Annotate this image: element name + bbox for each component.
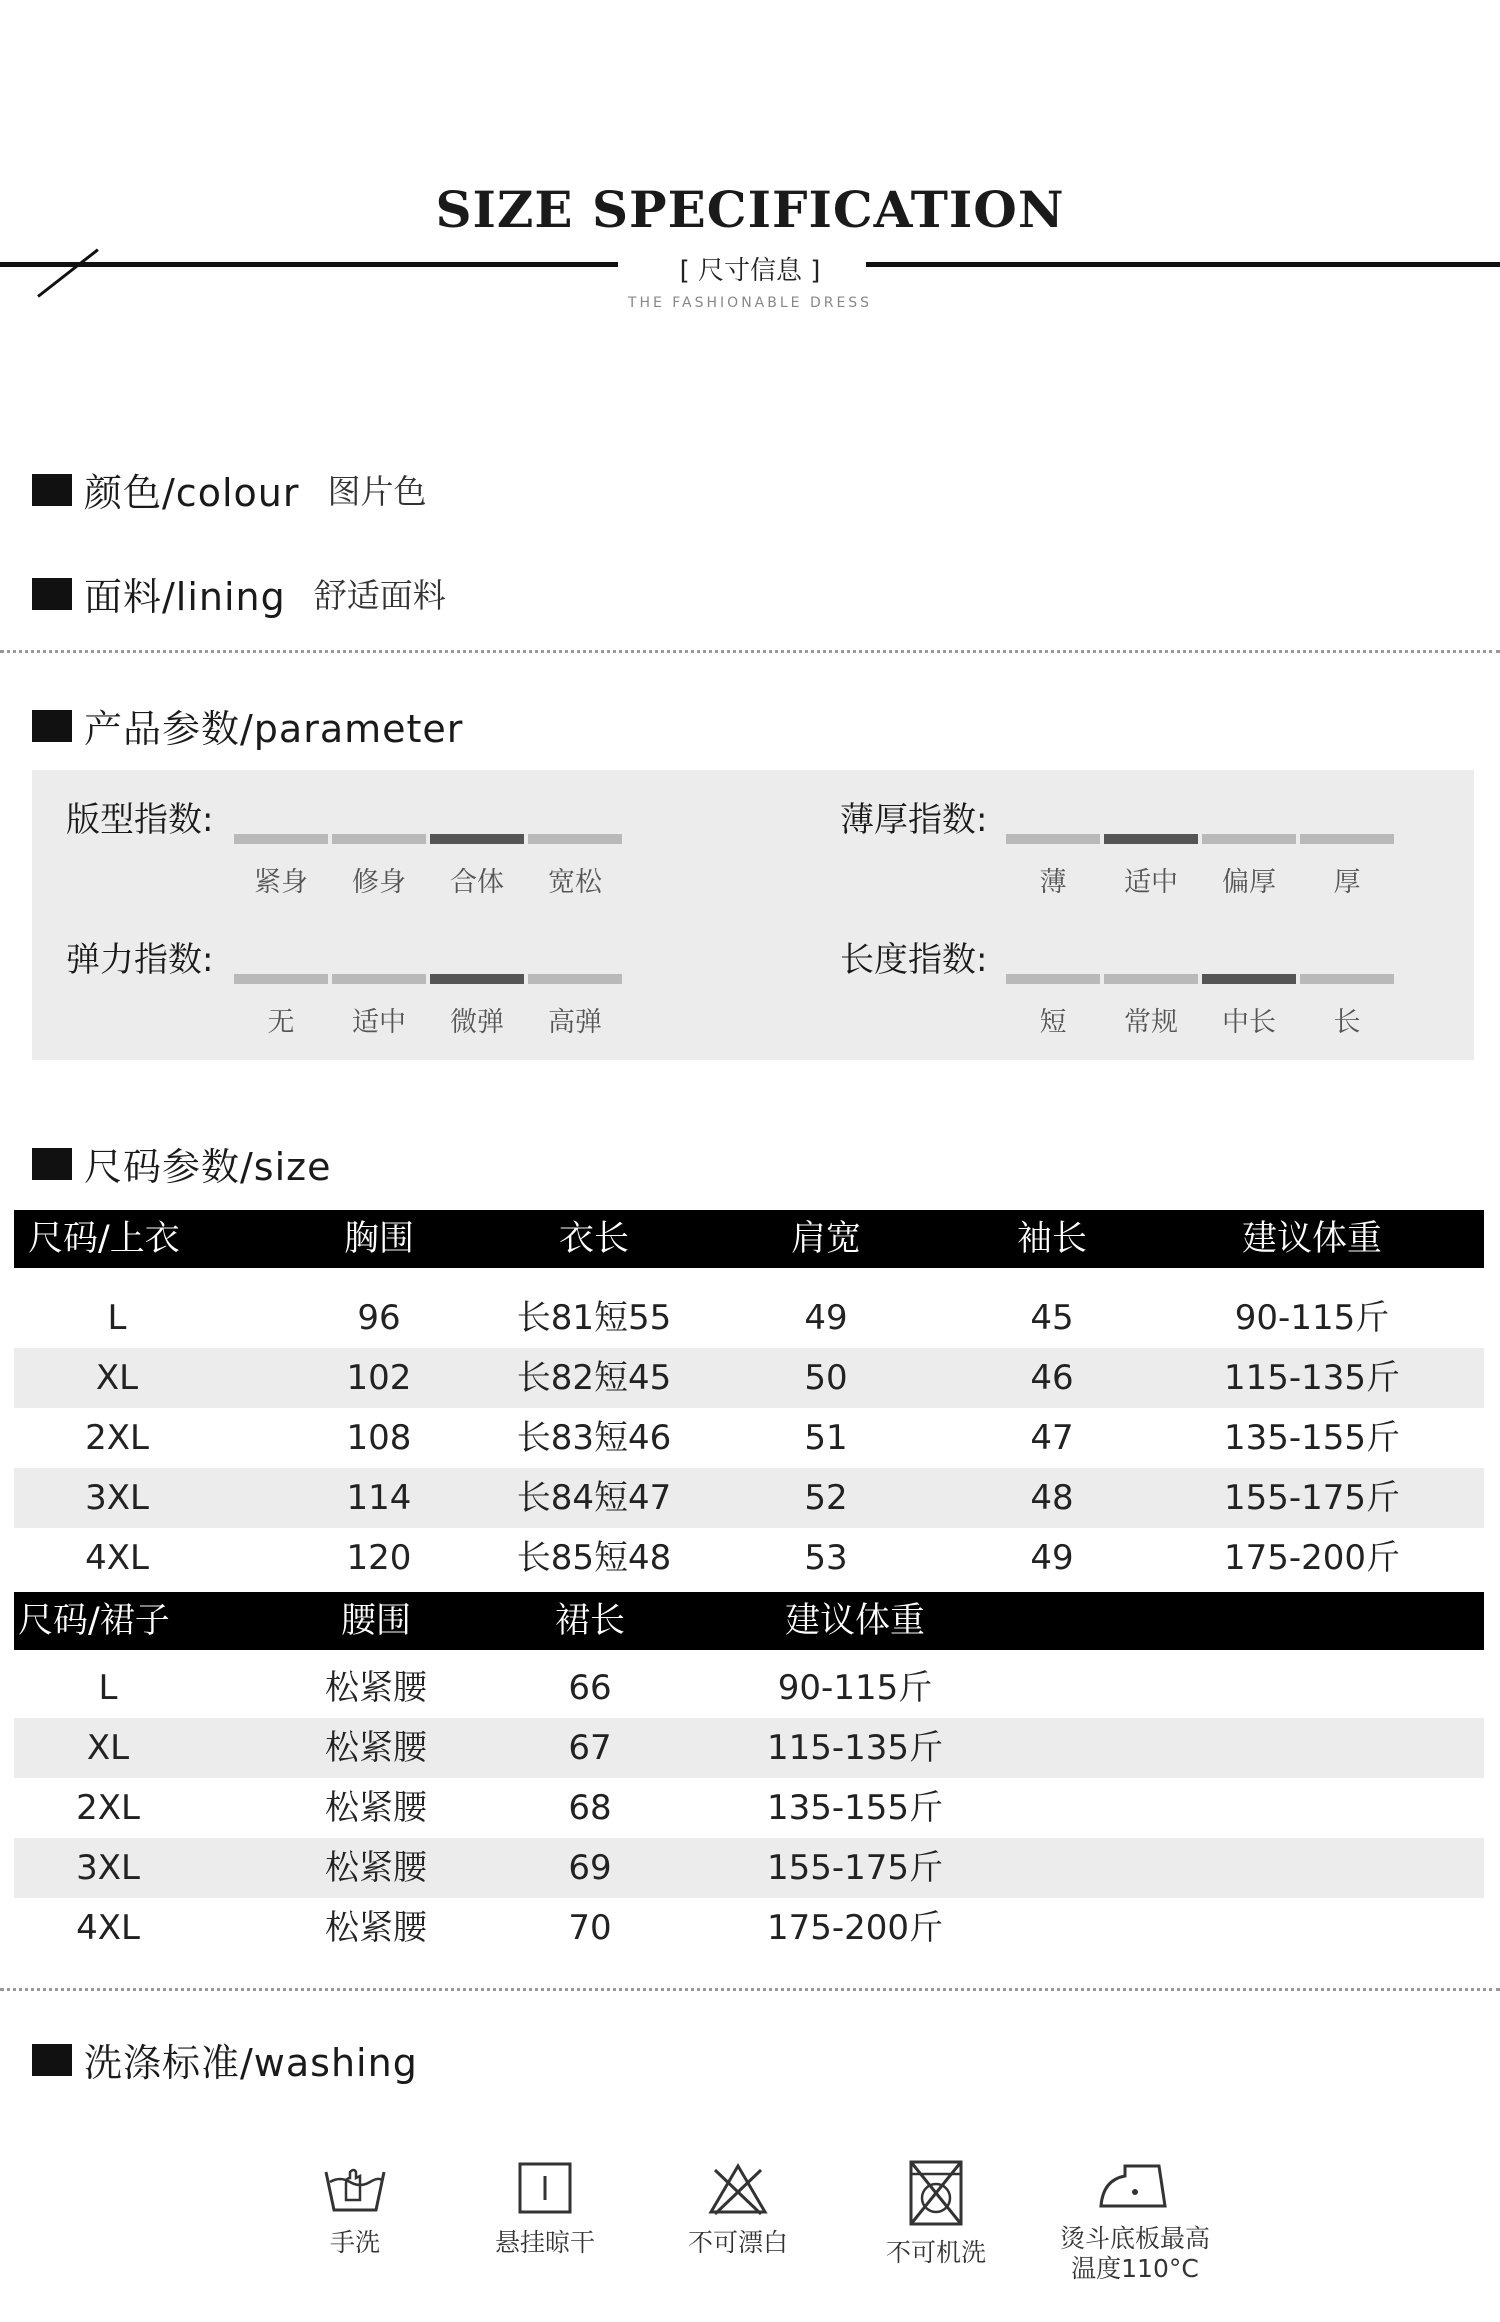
- table-cell: 长81短55: [516, 1298, 672, 1338]
- table-cell: 4XL: [76, 1908, 140, 1948]
- table-header-cell: 胸围: [343, 1219, 414, 1259]
- table-header-cell: 建议体重: [1241, 1219, 1382, 1259]
- parameter-option: 修身: [352, 867, 406, 898]
- parameter-option: 合体: [450, 867, 504, 898]
- table-cell: 49: [804, 1298, 848, 1338]
- parameter-group-label: 弹力指数:: [66, 940, 214, 980]
- table-cell: 108: [346, 1418, 412, 1458]
- parameter-bar: [1202, 834, 1296, 844]
- table-header-cell: 建议体重: [784, 1601, 925, 1641]
- parameter-bar-selected: [430, 974, 524, 984]
- table-cell: 2XL: [76, 1788, 140, 1828]
- parameter-bar: [234, 834, 328, 844]
- divider: [0, 1988, 1500, 1991]
- table-row: [14, 1528, 1484, 1588]
- parameter-option: 高弹: [548, 1007, 602, 1038]
- table-header-cell: 袖长: [1016, 1219, 1087, 1259]
- table-cell: 长84短47: [516, 1478, 672, 1518]
- table-cell: 46: [1030, 1358, 1074, 1398]
- wash-item-hang-dry: [445, 2158, 645, 2258]
- table-cell: 67: [568, 1728, 612, 1768]
- header-subtitle: [ 尺寸信息 ]: [679, 256, 821, 286]
- washing-label: 洗涤标准/washing: [84, 2041, 418, 2085]
- table-cell: 155-175斤: [1223, 1478, 1401, 1518]
- no-machine-wash-icon: [901, 2158, 971, 2228]
- parameter-option: 短: [1039, 1007, 1067, 1038]
- parameter-label: 产品参数/parameter: [84, 707, 464, 751]
- table-cell: L: [98, 1668, 118, 1708]
- table-cell: 66: [568, 1668, 612, 1708]
- colour-row: [32, 462, 426, 517]
- size-label: 尺码参数/size: [84, 1145, 332, 1189]
- table-header-cell: 裙长: [554, 1601, 625, 1641]
- square-bullet-icon: [32, 2044, 72, 2076]
- parameter-heading: [32, 698, 463, 753]
- square-bullet-icon: [32, 474, 72, 506]
- table-cell: 120: [346, 1538, 412, 1578]
- parameter-option: 紧身: [254, 867, 308, 898]
- table-cell: 114: [346, 1478, 412, 1518]
- table-cell: 102: [346, 1358, 412, 1398]
- parameter-bar-selected: [1104, 834, 1198, 844]
- wash-item-iron: [1030, 2158, 1240, 2284]
- table-header-cell: 衣长: [558, 1219, 629, 1259]
- wash-label: 烫斗底板最高: [1059, 2224, 1210, 2253]
- parameter-bar: [332, 974, 426, 984]
- table-cell: 135-155斤: [766, 1788, 944, 1828]
- colour-value: 图片色: [327, 472, 427, 511]
- wash-label: 不可漂白: [687, 2228, 788, 2257]
- table-cell: 135-155斤: [1223, 1418, 1401, 1458]
- parameter-option: 适中: [352, 1007, 406, 1038]
- table-cell: 49: [1030, 1538, 1074, 1578]
- lining-label: 面料/lining: [84, 575, 286, 619]
- table-cell: 115-135斤: [1223, 1358, 1401, 1398]
- table-cell: 68: [568, 1788, 612, 1828]
- table-row: [14, 1898, 1484, 1958]
- parameter-bar-selected: [1202, 974, 1296, 984]
- table-header-cell: 尺码/上衣: [28, 1219, 180, 1259]
- parameter-bar: [1300, 834, 1394, 844]
- no-bleach-icon: [703, 2158, 773, 2218]
- table-header-cell: 尺码/裙子: [18, 1601, 170, 1641]
- table-cell: 松紧腰: [325, 1788, 427, 1828]
- header-tagline: THE FASHIONABLE DRESS: [627, 295, 873, 311]
- parameter-bar: [1006, 974, 1100, 984]
- square-bullet-icon: [32, 710, 72, 742]
- table-cell: 4XL: [85, 1538, 149, 1578]
- table-cell: 松紧腰: [325, 1728, 427, 1768]
- parameter-option: 无: [267, 1007, 295, 1038]
- table-cell: 45: [1030, 1298, 1074, 1338]
- table-cell: 155-175斤: [766, 1848, 944, 1888]
- table-cell: 52: [804, 1478, 848, 1518]
- parameter-option: 宽松: [548, 867, 602, 898]
- wash-item-no-bleach: [638, 2158, 838, 2258]
- table-cell: XL: [95, 1358, 139, 1398]
- square-bullet-icon: [32, 1148, 72, 1180]
- table-cell: 70: [568, 1908, 612, 1948]
- table-cell: 51: [804, 1418, 848, 1458]
- table-cell: XL: [86, 1728, 130, 1768]
- parameter-option: 偏厚: [1222, 867, 1276, 898]
- parameter-bar: [234, 974, 328, 984]
- lining-row: [32, 566, 446, 621]
- parameter-bar: [332, 834, 426, 844]
- table-cell: 2XL: [85, 1418, 149, 1458]
- table-row: [14, 1288, 1484, 1348]
- wash-item-no-machine-wash: [836, 2158, 1036, 2268]
- hang-dry-icon: [510, 2158, 580, 2218]
- table-cell: 53: [804, 1538, 848, 1578]
- table-cell: 47: [1030, 1418, 1074, 1458]
- table-cell: 69: [568, 1848, 612, 1888]
- table-cell: 96: [357, 1298, 401, 1338]
- parameter-group-label: 长度指数:: [840, 940, 988, 980]
- parameter-bar-selected: [430, 834, 524, 844]
- washing-heading: [32, 2032, 418, 2087]
- parameter-bar: [1104, 974, 1198, 984]
- table-row: [14, 1468, 1484, 1528]
- parameter-option: 长: [1333, 1007, 1361, 1038]
- table-cell: 50: [804, 1358, 848, 1398]
- lining-value: 舒适面料: [313, 576, 446, 615]
- table-cell: 115-135斤: [766, 1728, 944, 1768]
- table-row: [14, 1348, 1484, 1408]
- table-cell: 175-200斤: [766, 1908, 944, 1948]
- table-cell: 长82短45: [516, 1358, 672, 1398]
- wash-label: 不可机洗: [885, 2238, 986, 2267]
- parameter-option: 适中: [1124, 867, 1178, 898]
- table-cell: 3XL: [76, 1848, 140, 1888]
- parameter-option: 常规: [1124, 1007, 1178, 1038]
- table-cell: L: [107, 1298, 127, 1338]
- wash-label-line2: 温度110°C: [1071, 2254, 1199, 2283]
- table-cell: 90-115斤: [777, 1668, 933, 1708]
- page-title: SIZE SPECIFICATION: [435, 180, 1065, 239]
- parameter-option: 微弹: [450, 1007, 504, 1038]
- divider: [0, 650, 1500, 653]
- parameter-option: 厚: [1333, 867, 1361, 898]
- colour-label: 颜色/colour: [84, 471, 300, 515]
- parameter-bar: [1006, 834, 1100, 844]
- table-header-cell: 腰围: [340, 1601, 411, 1641]
- parameter-option: 中长: [1222, 1007, 1276, 1038]
- iron-icon: [1095, 2158, 1175, 2214]
- parameter-bar: [528, 834, 622, 844]
- wash-label: 手洗: [329, 2228, 380, 2257]
- table-cell: 3XL: [85, 1478, 149, 1518]
- table-cell: 松紧腰: [325, 1668, 427, 1708]
- table-row: [14, 1658, 1484, 1718]
- table-cell: 松紧腰: [325, 1908, 427, 1948]
- table-cell: 松紧腰: [325, 1848, 427, 1888]
- wash-item-hand-wash: [255, 2158, 455, 2258]
- wash-label: 悬挂晾干: [494, 2228, 595, 2257]
- parameter-group-label: 版型指数:: [66, 800, 214, 840]
- table-cell: 175-200斤: [1223, 1538, 1401, 1578]
- hand-wash-icon: [320, 2158, 390, 2218]
- table-cell: 长85短48: [516, 1538, 672, 1578]
- parameter-bar: [528, 974, 622, 984]
- square-bullet-icon: [32, 578, 72, 610]
- size-heading: [32, 1136, 331, 1191]
- table-cell: 48: [1030, 1478, 1074, 1518]
- parameter-option: 薄: [1039, 867, 1067, 898]
- table-header-cell: 肩宽: [790, 1219, 861, 1259]
- table-row: [14, 1778, 1484, 1838]
- parameter-bar: [1300, 974, 1394, 984]
- table-row: [14, 1408, 1484, 1468]
- table-cell: 长83短46: [516, 1418, 672, 1458]
- table-cell: 90-115斤: [1234, 1298, 1390, 1338]
- table-row: [14, 1718, 1484, 1778]
- table-row: [14, 1838, 1484, 1898]
- parameter-group-label: 薄厚指数:: [840, 800, 988, 840]
